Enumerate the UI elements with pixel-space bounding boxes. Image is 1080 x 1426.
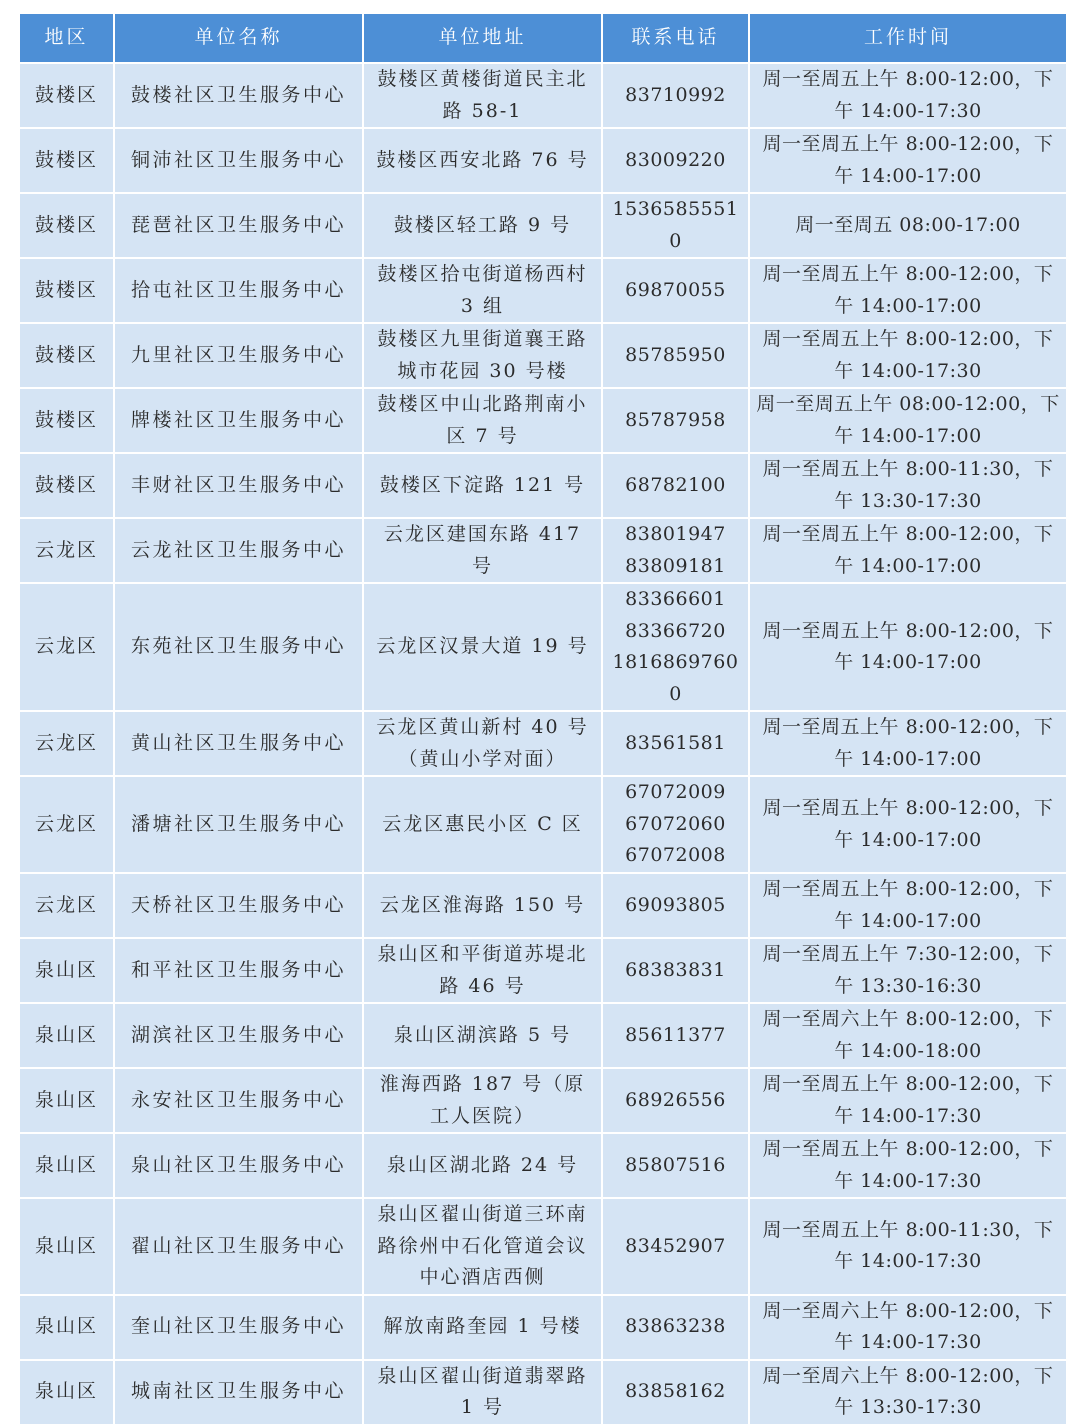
table-row [19,258,1067,323]
phone-number: 67072009 [625,781,726,804]
phone-cell: 69870055 [602,258,749,323]
phone-cell: 85611377 [602,1003,749,1068]
table-row [19,938,1067,1003]
district-cell: 泉山区 [19,1003,114,1068]
phone-cell: 83009220 [602,128,749,193]
address-cell: 泉山区湖滨路 5 号 [363,1003,602,1068]
table-row [19,583,1067,711]
phone-cell: 83561581 [602,711,749,776]
address-cell: 泉山区湖北路 24 号 [363,1133,602,1198]
phone-number: 83366720 [625,619,726,642]
address-cell: 鼓楼区九里街道襄王路城市花园 30 号楼 [363,323,602,388]
center-name-cell: 琵琶社区卫生服务中心 [114,193,363,258]
center-name-cell: 潘塘社区卫生服务中心 [114,776,363,873]
table-row [19,518,1067,583]
center-name-cell: 黄山社区卫生服务中心 [114,711,363,776]
hours-cell: 周一至周五上午 8:00-12:00，下午 14:00-17:00 [749,873,1067,938]
phone-number: 83809181 [625,554,726,577]
center-name-cell: 丰财社区卫生服务中心 [114,453,363,518]
hours-cell: 周一至周六上午 8:00-12:00，下午 14:00-17:30 [749,1295,1067,1360]
phone-cell: 68926556 [602,1068,749,1133]
table-row [19,873,1067,938]
hours-cell: 周一至周五上午 8:00-12:00，下午 14:00-17:00 [749,128,1067,193]
address-cell: 鼓楼区中山北路荆南小区 7 号 [363,388,602,453]
phone-cell: 68383831 [602,938,749,1003]
center-name-cell: 拾屯社区卫生服务中心 [114,258,363,323]
district-cell: 泉山区 [19,1068,114,1133]
center-name-cell: 东苑社区卫生服务中心 [114,583,363,711]
phone-cell: 85785950 [602,323,749,388]
hours-cell: 周一至周五上午 7:30-12:00，下午 13:30-16:30 [749,938,1067,1003]
address-cell: 淮海西路 187 号（原工人医院） [363,1068,602,1133]
center-name-cell: 鼓楼社区卫生服务中心 [114,63,363,128]
phone-cell: 83452907 [602,1198,749,1295]
address-cell: 鼓楼区轻工路 9 号 [363,193,602,258]
center-name-cell: 城南社区卫生服务中心 [114,1360,363,1425]
center-name-cell: 永安社区卫生服务中心 [114,1068,363,1133]
phone-cell: 83710992 [602,63,749,128]
center-name-cell: 牌楼社区卫生服务中心 [114,388,363,453]
district-cell: 鼓楼区 [19,453,114,518]
phone-cell: 69093805 [602,873,749,938]
phone-cell [602,518,749,583]
header-row [19,13,1067,63]
table-row [19,1133,1067,1198]
district-cell: 泉山区 [19,1198,114,1295]
hours-cell: 周一至周五上午 8:00-12:00，下午 14:00-17:30 [749,1068,1067,1133]
hours-cell: 周一至周五上午 8:00-12:00，下午 14:00-17:00 [749,583,1067,711]
hours-cell: 周一至周五上午 8:00-12:00，下午 14:00-17:00 [749,711,1067,776]
address-cell: 云龙区淮海路 150 号 [363,873,602,938]
table-header [19,13,1067,63]
center-name-cell: 奎山社区卫生服务中心 [114,1295,363,1360]
table-row [19,711,1067,776]
table-row [19,776,1067,873]
center-name-cell: 天桥社区卫生服务中心 [114,873,363,938]
table-row [19,1360,1067,1425]
phone-cell: 85787958 [602,388,749,453]
district-cell: 泉山区 [19,1295,114,1360]
district-cell: 泉山区 [19,938,114,1003]
phone-number: 67072060 [625,812,726,835]
district-cell: 云龙区 [19,583,114,711]
district-cell: 云龙区 [19,776,114,873]
district-cell: 泉山区 [19,1360,114,1425]
column-header-district: 地区 [19,13,114,63]
phone-cell [602,583,749,711]
district-cell: 鼓楼区 [19,63,114,128]
address-cell: 泉山区翟山街道三环南路徐州中石化管道会议中心酒店西侧 [363,1198,602,1295]
phone-number: 18168697600 [612,651,739,705]
center-name-cell: 云龙社区卫生服务中心 [114,518,363,583]
table-row [19,193,1067,258]
center-name-cell: 湖滨社区卫生服务中心 [114,1003,363,1068]
phone-cell: 83863238 [602,1295,749,1360]
phone-number: 83801947 [625,523,726,545]
district-cell: 云龙区 [19,711,114,776]
table-row [19,388,1067,453]
address-cell: 鼓楼区下淀路 121 号 [363,453,602,518]
column-header-name: 单位名称 [114,13,363,63]
address-cell: 泉山区和平街道苏堤北路 46 号 [363,938,602,1003]
table-row [19,1068,1067,1133]
center-name-cell: 九里社区卫生服务中心 [114,323,363,388]
district-cell: 鼓楼区 [19,323,114,388]
column-header-phone: 联系电话 [602,13,749,63]
table-row [19,63,1067,128]
address-cell: 泉山区翟山街道翡翠路 1 号 [363,1360,602,1425]
column-header-hours: 工作时间 [749,13,1067,63]
center-name-cell: 和平社区卫生服务中心 [114,938,363,1003]
district-cell: 鼓楼区 [19,258,114,323]
phone-cell: 68782100 [602,453,749,518]
hours-cell: 周一至周五上午 8:00-12:00，下午 14:00-17:00 [749,258,1067,323]
table-row [19,128,1067,193]
hours-cell: 周一至周五上午 8:00-12:00，下午 14:00-17:30 [749,63,1067,128]
center-name-cell: 铜沛社区卫生服务中心 [114,128,363,193]
hours-cell: 周一至周五上午 08:00-12:00，下午 14:00-17:00 [749,388,1067,453]
address-cell: 云龙区建国东路 417 号 [363,518,602,583]
address-cell: 鼓楼区黄楼街道民主北路 58-1 [363,63,602,128]
hours-cell: 周一至周六上午 8:00-12:00，下午 14:00-18:00 [749,1003,1067,1068]
phone-cell: 83858162 [602,1360,749,1425]
table-row [19,1003,1067,1068]
district-cell: 泉山区 [19,1133,114,1198]
phone-number: 83366601 [625,588,726,610]
hours-cell: 周一至周五上午 8:00-12:00，下午 14:00-17:30 [749,323,1067,388]
address-cell: 解放南路奎园 1 号楼 [363,1295,602,1360]
table-row [19,1198,1067,1295]
column-header-address: 单位地址 [363,13,602,63]
hours-cell: 周一至周五上午 8:00-12:00，下午 14:00-17:00 [749,776,1067,873]
district-cell: 鼓楼区 [19,193,114,258]
center-name-cell: 翟山社区卫生服务中心 [114,1198,363,1295]
table-row [19,323,1067,388]
table-row [19,453,1067,518]
health-center-table [18,12,1068,1426]
table-row [19,1295,1067,1360]
district-cell: 鼓楼区 [19,388,114,453]
hours-cell: 周一至周五上午 8:00-12:00，下午 14:00-17:30 [749,1133,1067,1198]
phone-cell: 85807516 [602,1133,749,1198]
district-cell: 鼓楼区 [19,128,114,193]
hours-cell: 周一至周六上午 8:00-12:00，下午 13:30-17:30 [749,1360,1067,1425]
address-cell: 云龙区惠民小区 C 区 [363,776,602,873]
district-cell: 云龙区 [19,518,114,583]
hours-cell: 周一至周五上午 8:00-11:30，下午 14:00-17:30 [749,1198,1067,1295]
center-name-cell: 泉山社区卫生服务中心 [114,1133,363,1198]
phone-number: 67072008 [625,844,726,867]
address-cell: 鼓楼区西安北路 76 号 [363,128,602,193]
address-cell: 云龙区黄山新村 40 号（黄山小学对面） [363,711,602,776]
district-cell: 云龙区 [19,873,114,938]
address-cell: 鼓楼区拾屯街道杨西村 3 组 [363,258,602,323]
phone-cell: 15365855510 [602,193,749,258]
phone-cell [602,776,749,873]
health-center-table-container [18,12,1066,1426]
address-cell: 云龙区汉景大道 19 号 [363,583,602,711]
hours-cell: 周一至周五上午 8:00-11:30，下午 13:30-17:30 [749,453,1067,518]
table-body [19,63,1067,1425]
hours-cell: 周一至周五上午 8:00-12:00，下午 14:00-17:00 [749,518,1067,583]
hours-cell: 周一至周五 08:00-17:00 [749,193,1067,258]
